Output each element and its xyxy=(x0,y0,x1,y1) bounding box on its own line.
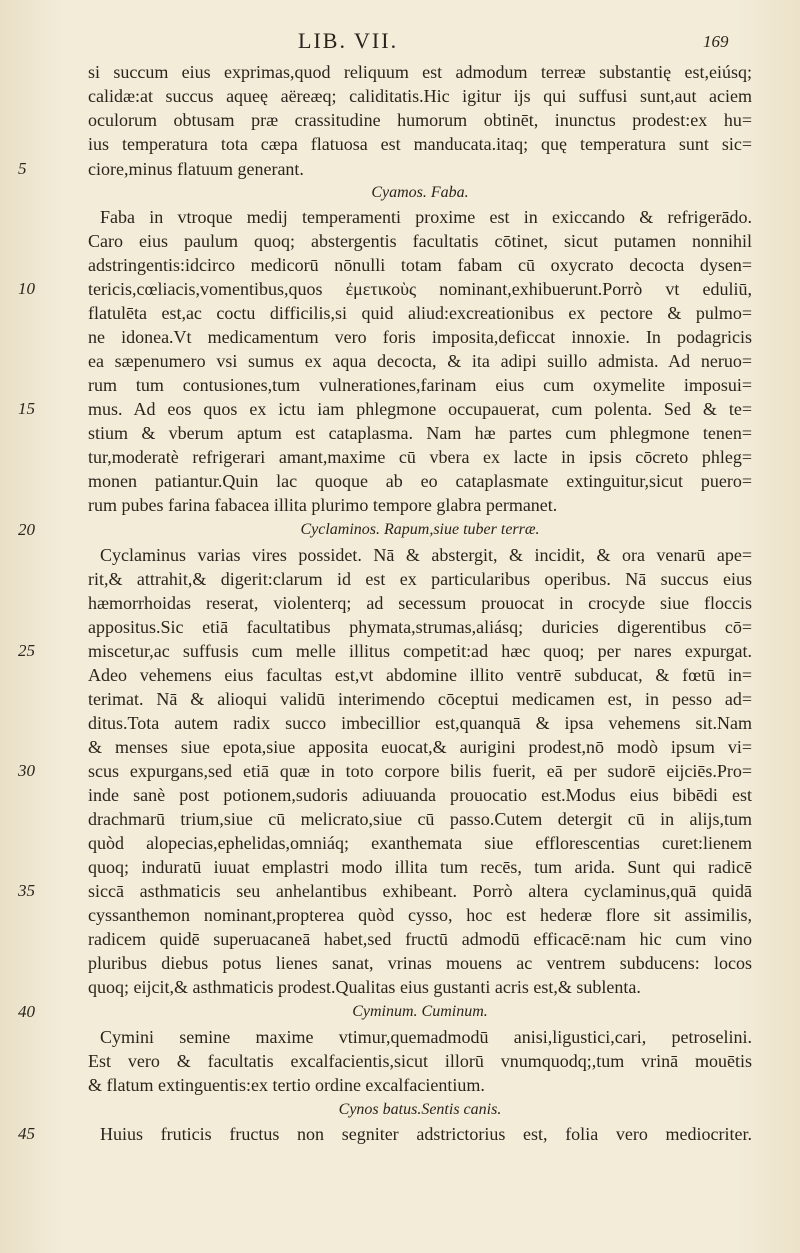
text-line: quoq; induratū iuuat emplastri modo illita tum recēs, tum arida. Sunt qui radicē xyxy=(88,857,752,877)
line-number: 5 xyxy=(18,159,27,178)
text-line: siccā asthmaticis seu anhelantibus exhibeant. Porrò altera cyclaminus,quā quidā xyxy=(88,881,752,901)
text-line: scus expurgans,sed etiā quæ in toto corpore bilis fuerit, eā per sudorē eijciēs.Pro= xyxy=(88,761,752,781)
text-line: drachmarū trium,siue cū melicrato,siue cū passo.Cutem detergit cū in alijs,tum xyxy=(88,809,752,829)
text-line: si succum eius exprimas,quod reliquum est admodum terreæ substantię est,eiúsq; xyxy=(88,62,752,82)
text-line: Cymini semine maxime vtimur,quemadmodū anisi,ligustici,cari, petroselini. xyxy=(100,1027,752,1047)
text-line: stium & vberum aptum est cataplasma. Nam hæ partes cum phlegmone tenen= xyxy=(88,423,752,443)
line-number: 20 xyxy=(18,520,35,539)
text-line: monen patiantur.Quin lac quoque ab eo cataplasmate extinguitur,sicut puero= xyxy=(88,471,752,491)
text-line: radicem quidē superuacaneā habet,sed fructū admodū efficacē:nam hic cum vino xyxy=(88,929,752,949)
text-line: mus. Ad eos quos ex ictu iam phlegmone occupauerat, cum polenta. Sed & te= xyxy=(88,399,752,419)
text-line: calidæ:at succus aqueę aëreæq; caliditatis.Hic igitur ijs qui suffusi sunt,aut aciem xyxy=(88,86,752,106)
text-line: rum pubes farina fabacea illita plurimo tempore glabra permanet. xyxy=(88,495,558,515)
text-line: Adeo vehemens eius facultas est,vt abdomine illito ventrē subducat, & fœtū in= xyxy=(88,665,752,685)
text-line: Caro eius paulum quoq; abstergentis facultatis cōtinet, sicut putamen nonnihil xyxy=(88,231,752,251)
line-number: 10 xyxy=(18,279,35,298)
text-line: tericis,cœliacis,vomentibus,quos ἐμετικοὺς nominant,exhibuerunt.Porrò vt eduliū, xyxy=(88,279,752,299)
text-line: ditus.Tota autem radix succo imbecillior est,quanquā & ipsa vehemens sit.Nam xyxy=(88,713,752,733)
section-heading-cynosbatus: Cynos batus.Sentis canis. xyxy=(338,1101,502,1118)
line-number: 15 xyxy=(18,399,35,418)
text-line: Est vero & facultatis excalfacientis,sicut illorū vnumquodq;,tum vrinā mouētis xyxy=(88,1051,752,1071)
line-number: 45 xyxy=(18,1124,35,1143)
text-line: miscetur,ac suffusis cum melle illitus competit:ad hæc quoq; per nares expurgat. xyxy=(88,641,752,661)
text-line: ea sæpenumero vsi sumus ex aqua decocta, & ita adipi suillo admista. Ad neruo= xyxy=(88,351,752,371)
text-line: flatulēta est,ac coctu difficilis,si quid aliud:excreationibus ex pectore & pulmo= xyxy=(88,303,752,323)
text-line: adstringentis:idcirco medicorū nōnulli totam fabam cū oxycrato decocta dysen= xyxy=(88,255,752,275)
text-line: ciore,minus flatuum generant. xyxy=(88,159,304,179)
text-line: Cyclaminus varias vires possidet. Nā & abstergit, & incidit, & ora venarū ape= xyxy=(100,545,752,565)
text-line: rit,& attrahit,& digerit:clarum id est ex particularibus operibus. Nā succus eius xyxy=(88,569,752,589)
text-line: oculorum obtusam præ crassitudine humorum obtinēt, inunctus prodest:ex hu= xyxy=(88,110,752,130)
text-line: quòd alopecias,ephelidas,omniáq; exanthemata siue efflorescentias curet:lienem xyxy=(88,833,752,853)
text-line: terimat. Nā & alioqui validū interimendo cōceptui medicamen est, in pesso ad= xyxy=(88,689,752,709)
section-heading-cyminum: Cyminum. Cuminum. xyxy=(352,1003,488,1020)
text-line: hæmorrhoidas reserat, violenterq; ad secessum prouocat in crocyde siue floccis xyxy=(88,593,752,613)
text-line: cyssanthemon nominant,propterea quòd cysso, hoc est hederæ flore sit assimilis, xyxy=(88,905,752,925)
text-line: Faba in vtroque medij temperamenti proxime est in exiccando & refrigerādo. xyxy=(100,207,752,227)
line-number: 25 xyxy=(18,641,35,660)
section-heading-faba: Cyamos. Faba. xyxy=(371,184,469,201)
folio-number: 169 xyxy=(703,32,729,51)
line-number: 30 xyxy=(18,761,35,780)
text-line: pluribus diebus potus lienes sanat, vrinas mouens ac ventrem subducens: locos xyxy=(88,953,752,973)
text-line: & flatum extinguentis:ex tertio ordine excalfacientium. xyxy=(88,1075,485,1095)
text-line: quoq; eijcit,& asthmaticis prodest.Qualitas eius gustanti acris est,& sublenta. xyxy=(88,977,641,997)
running-head: LIB. VII. xyxy=(298,28,399,53)
text-line: rum tum contusiones,tum vulnerationes,farinam eius cum oxymelite imposui= xyxy=(88,375,752,395)
text-line: & menses siue epota,siue apposita euocat,& aurigini prodest,nō modò ipsum vi= xyxy=(88,737,752,757)
text-line: Huius fruticis fructus non segniter adstrictorius est, folia vero mediocriter. xyxy=(100,1124,752,1144)
section-heading-cyclaminos: Cyclaminos. Rapum,siue tuber terræ. xyxy=(300,521,540,538)
text-line: inde sanè post potionem,sudoris adiuuanda prouocatio est.Modus eius bibēdi est xyxy=(88,785,752,805)
line-number: 40 xyxy=(18,1002,35,1021)
text-line: tur,moderatè refrigerari amant,maxime cū vbera ex lacte in ipsis cōcreto phleg= xyxy=(88,447,752,467)
text-line: ius temperatura tota cæpa flatuosa est manducata.itaq; quę temperatura sunt sic= xyxy=(88,134,752,154)
line-number: 35 xyxy=(18,881,35,900)
text-line: appositus.Sic etiā facultatibus phymata,strumas,aliásq; duricies digerentibus cō= xyxy=(88,617,752,637)
text-line: ne idonea.Vt medicamentum vero foris imposita,deficcat innoxie. In podagricis xyxy=(88,327,752,347)
